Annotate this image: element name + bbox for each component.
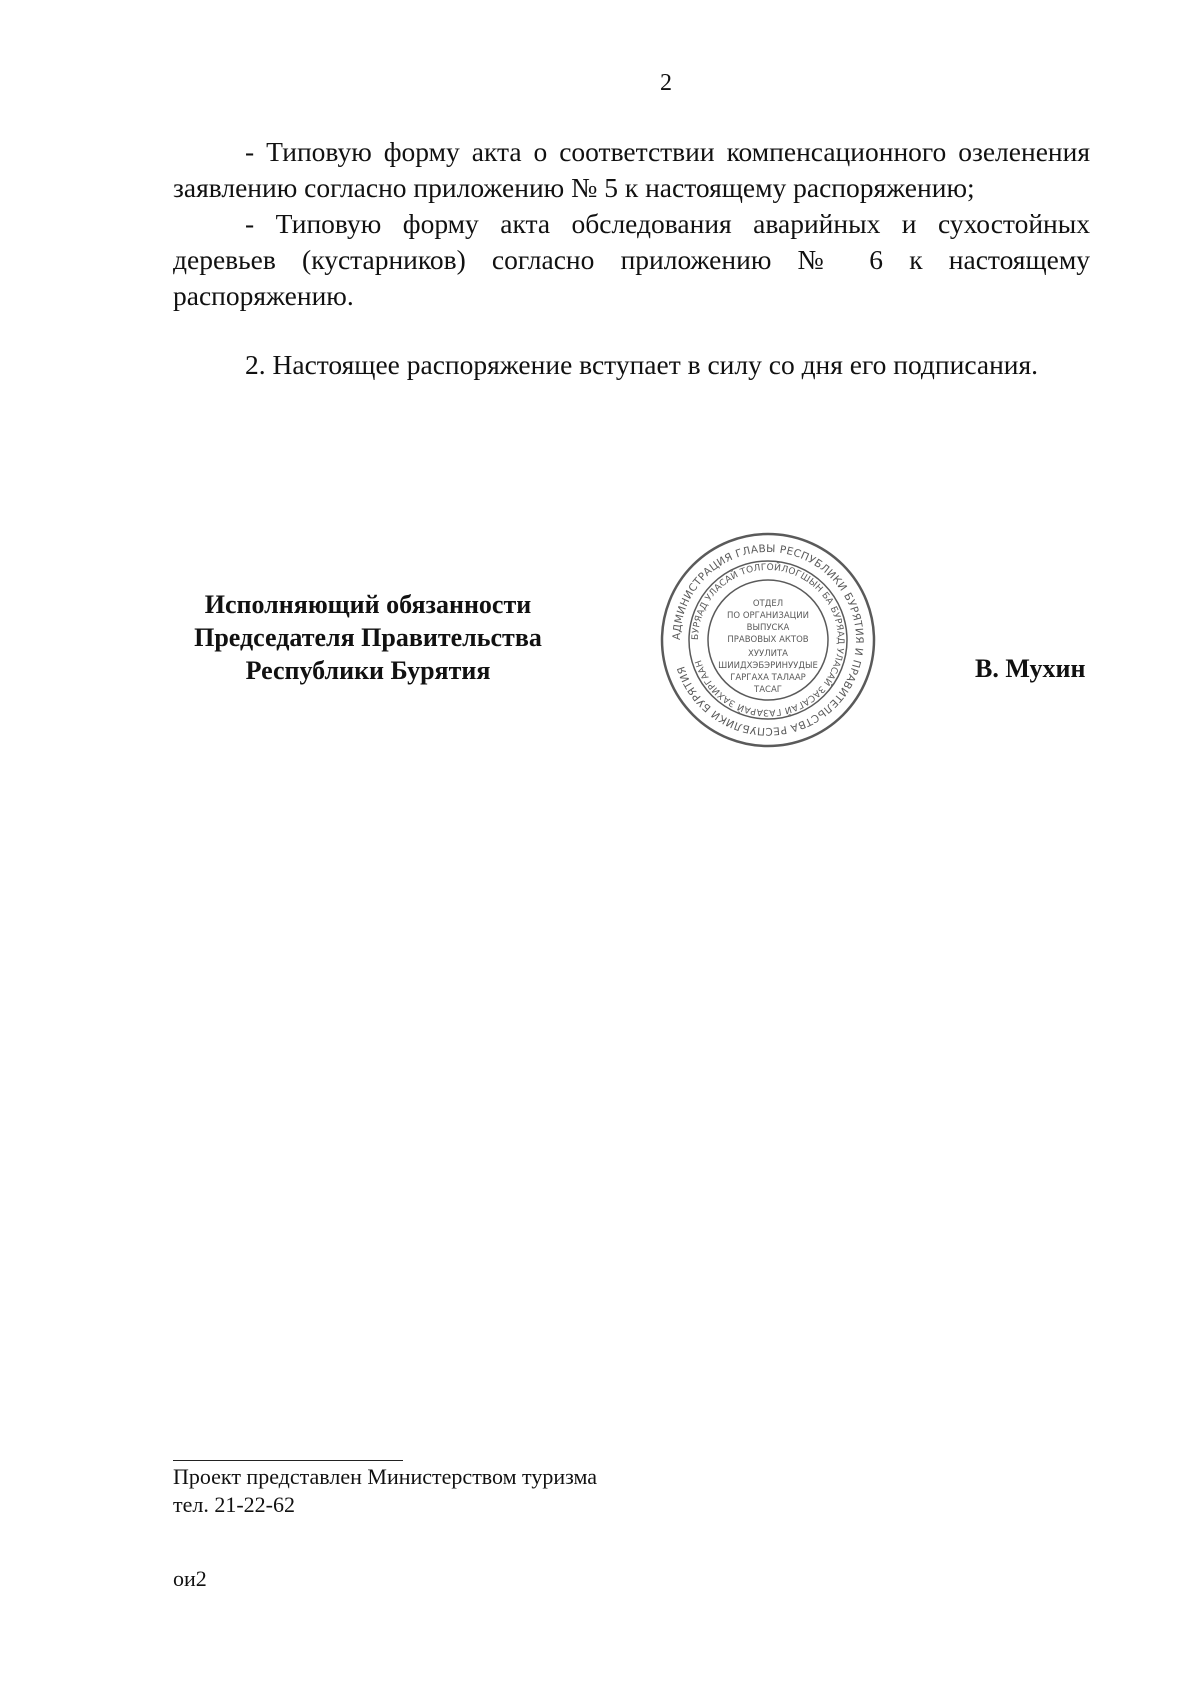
seal-center-line: ПРАВОВЫХ АКТОВ xyxy=(727,635,809,645)
seal-center-line: ПО ОРГАНИЗАЦИИ xyxy=(727,611,809,621)
seal-center-line: ХУУЛИТА xyxy=(748,649,788,659)
seal-outer-text: АДМИНИСТРАЦИЯ ГЛАВЫ РЕСПУБЛИКИ БУРЯТИЯ И ПРАВИТЕЛЬСТВА РЕСПУБЛИКИ БУРЯТИЯ xyxy=(670,542,866,738)
signatory-name: В. Мухин xyxy=(975,654,1086,683)
seal-center-line: ТАСАГ xyxy=(754,685,782,695)
signatory-title-line: Республики Бурятия xyxy=(245,656,491,685)
seal-center-line: ВЫПУСКА xyxy=(746,623,790,633)
signatory-title xyxy=(168,588,568,687)
footer-phone-line: тел. 21-22-62 xyxy=(173,1492,296,1517)
footer-note xyxy=(173,1463,597,1593)
paragraph-form-5: - Типовую форму акта о соответствии компенсационного озеленения заявлению согласно приложению № 5 к настоящему распоряжению; xyxy=(173,136,1090,203)
seal-center-line: ОТДЕЛ xyxy=(752,599,784,609)
signatory-title-line: Председателя Правительства xyxy=(194,623,542,652)
seal-center-line: ШИИДХЭБЭРИНУУДЫЕ xyxy=(718,661,818,671)
body-text xyxy=(173,134,1090,383)
seal-center-line: ГАРГАХА ТАЛААР xyxy=(730,673,806,683)
document-code: ои2 xyxy=(173,1566,207,1591)
page-number: 2 xyxy=(660,70,672,96)
footer-project-line: Проект представлен Министерством туризма xyxy=(173,1464,598,1489)
signatory-title-line: Исполняющий обязанности xyxy=(204,590,532,619)
seal-inner-text: БУРЯАД УЛАСАЙ ТОЛГОЙЛОГШЫН БА БУРЯАД УЛАСАЙ ЗАСАГАЙ ГАЗАРАЙ ЗАХИРГААН xyxy=(690,562,846,718)
paragraph-form-6: - Типовую форму акта обследования аварийных и сухостойных деревьев (кустарников) согласно приложению № 6 к настоящему распоряжению. xyxy=(173,208,1090,311)
official-seal xyxy=(658,530,878,750)
paragraph-effective-date: 2. Настоящее распоряжение вступает в силу со дня его подписания. xyxy=(245,349,1039,380)
seal-center-text xyxy=(718,599,818,695)
footer-divider xyxy=(173,1460,403,1461)
